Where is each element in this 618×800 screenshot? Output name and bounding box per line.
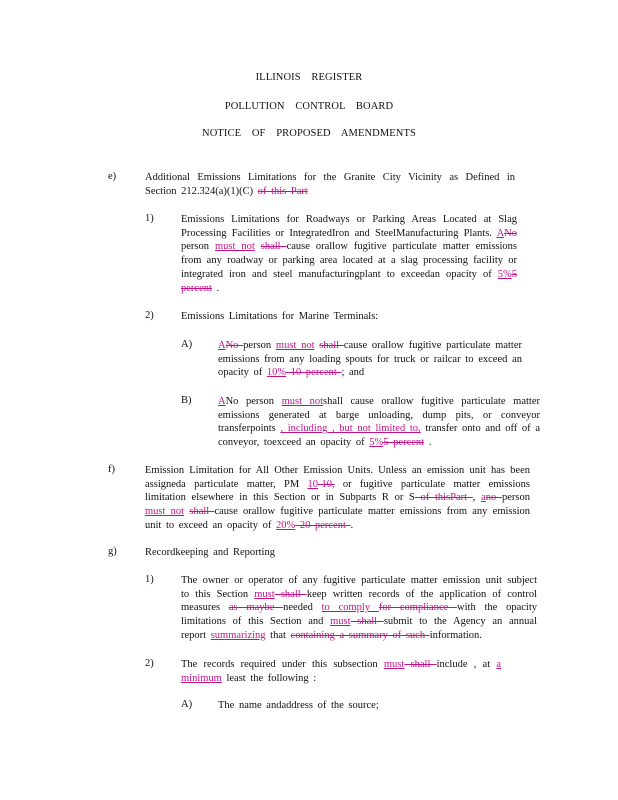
text-span: Additional Emissions Limitations for the Granite City Vicinity as Defined in Section 212.324(a)(1)(C) bbox=[145, 172, 515, 197]
text-span: The records required under this subsection bbox=[181, 659, 384, 670]
deleted-text: of this Part bbox=[257, 185, 308, 197]
paragraph-e bbox=[145, 171, 515, 198]
inserted-text: to comply bbox=[321, 602, 379, 614]
inserted-text: A bbox=[218, 340, 226, 351]
deleted-text: shall bbox=[189, 506, 215, 518]
inserted-text: must bbox=[330, 616, 351, 628]
text-span: shall cause orallow fugitive particulate matter emissions generated at barge unloading, dump pits, or conveyor transferpoints bbox=[218, 396, 541, 435]
text-span: Emissions Limitations for Roadways or Parking Areas Located at Slag Processing Facilities or IntegratedIron and SteelManufacturing Plants. bbox=[181, 214, 517, 239]
text-span: that bbox=[265, 629, 291, 641]
deleted-text: shall bbox=[274, 588, 307, 600]
text-span: The owner or operator of any fugitive particulate matter emission unit subject to this Section bbox=[181, 575, 537, 600]
deleted-text: containing a summary of such bbox=[290, 629, 430, 641]
text-span: cause orallow fugitive particulate matter emissions from any roadway or parking area located at a slag processing facility or integrated iron and steel manufacturingplant to exceedan opacity of bbox=[181, 241, 517, 280]
heading-g: Recordkeeping and Reporting bbox=[145, 547, 275, 558]
inserted-text: 5% bbox=[369, 437, 384, 449]
deleted-text: -10, bbox=[317, 478, 335, 490]
text-span: . bbox=[424, 437, 432, 449]
label-e: e) bbox=[108, 171, 117, 182]
text-span: with the opacity limitations of this Section and bbox=[181, 602, 537, 628]
deleted-text: shall bbox=[350, 616, 384, 628]
paragraph-e2a bbox=[218, 339, 522, 380]
inserted-text: must not bbox=[214, 241, 255, 253]
inserted-text: 20% bbox=[275, 519, 296, 531]
paragraph-g2 bbox=[181, 658, 501, 685]
text-span: include , at bbox=[436, 659, 497, 670]
deleted-text: shall bbox=[319, 340, 344, 351]
header-register: ILLINOIS REGISTER bbox=[255, 72, 363, 83]
text-span: least the following : bbox=[221, 672, 317, 684]
inserted-text: A bbox=[218, 396, 226, 407]
inserted-text: 5% bbox=[497, 268, 512, 280]
inserted-text: must bbox=[254, 588, 275, 600]
inserted-text: , but not limited to, bbox=[332, 423, 421, 435]
text-span: submit to the Agency an annual report bbox=[181, 616, 537, 641]
label-g1: 1) bbox=[145, 574, 154, 585]
inserted-text: must not bbox=[275, 340, 315, 351]
deleted-text: 20 percent bbox=[295, 519, 351, 531]
text-span: Emission Limitation for All Other Emission Units. Unless an emission unit has been assigneda particulate matter, PM bbox=[145, 465, 530, 490]
label-e2: 2) bbox=[145, 310, 154, 321]
deleted-text: as maybe bbox=[228, 602, 284, 614]
label-e2a: A) bbox=[181, 339, 193, 350]
inserted-text: a minimum bbox=[181, 659, 501, 684]
inserted-text: must bbox=[383, 659, 405, 670]
inserted-text: must not bbox=[281, 396, 324, 407]
header-notice: NOTICE OF PROPOSED AMENDMENTS bbox=[202, 128, 416, 139]
text-span: cause orallow fugitive particulate matter emissions from any emission unit to exceed an opacity of bbox=[145, 506, 530, 531]
text-span: transfer onto and off of a conveyor, toexceed an opacity of bbox=[218, 423, 540, 449]
deleted-text: 5 percent bbox=[181, 268, 517, 294]
paragraph-e2: Emissions Limitations for Marine Terminals: bbox=[181, 311, 379, 322]
inserted-text: must not bbox=[145, 506, 185, 518]
inserted-text: 10 bbox=[307, 478, 318, 490]
text-span: . bbox=[211, 282, 220, 294]
deleted-text: 10 percent bbox=[286, 367, 342, 379]
text-span: person bbox=[502, 492, 530, 504]
text-span: keep written records of the application of control measures bbox=[181, 588, 537, 614]
paragraph-e2b bbox=[218, 395, 540, 450]
text-span: ; and bbox=[341, 367, 365, 379]
label-e2b: B) bbox=[181, 395, 192, 406]
inserted-text: summarizing bbox=[210, 629, 266, 641]
inserted-text: a bbox=[481, 492, 486, 504]
text-span: or fugitive particulate matter emissions limitation elsewhere in this Section or in Subparts R or S bbox=[145, 478, 531, 504]
text-span: person bbox=[243, 340, 276, 351]
text-span: . bbox=[350, 519, 354, 531]
label-e1: 1) bbox=[145, 213, 154, 224]
text-span: No person bbox=[225, 396, 282, 407]
inserted-text: 10% bbox=[266, 367, 287, 379]
paragraph-e1 bbox=[181, 213, 517, 295]
deleted-text: No bbox=[504, 227, 517, 239]
deleted-text: No bbox=[225, 340, 244, 351]
inserted-text: A bbox=[496, 227, 505, 239]
header-board: POLLUTION CONTROL BOARD bbox=[224, 101, 394, 112]
text-span: cause orallow fugitive particulate matter emissions from any loading spouts for truck or railcar to exceed an opacity of bbox=[218, 340, 522, 379]
text-span: needed bbox=[283, 602, 322, 614]
deleted-text: of thisPart bbox=[414, 492, 473, 504]
label-g2: 2) bbox=[145, 658, 154, 669]
deleted-text: for compliance bbox=[378, 602, 458, 614]
inserted-text: , including bbox=[280, 423, 333, 435]
paragraph-f bbox=[145, 464, 530, 533]
text-span: person bbox=[181, 241, 215, 253]
paragraph-g2a: The name andaddress of the source; bbox=[218, 700, 379, 711]
deleted-text: shall bbox=[260, 241, 287, 253]
label-g: g) bbox=[108, 546, 117, 557]
text-span: information. bbox=[429, 629, 482, 641]
text-span: , bbox=[472, 492, 482, 504]
deleted-text: 5 percent bbox=[383, 437, 425, 449]
label-f: f) bbox=[108, 464, 115, 475]
deleted-text: no bbox=[485, 492, 502, 504]
deleted-text: shall bbox=[404, 659, 437, 670]
label-g2a: A) bbox=[181, 699, 193, 710]
paragraph-g1 bbox=[181, 574, 537, 643]
